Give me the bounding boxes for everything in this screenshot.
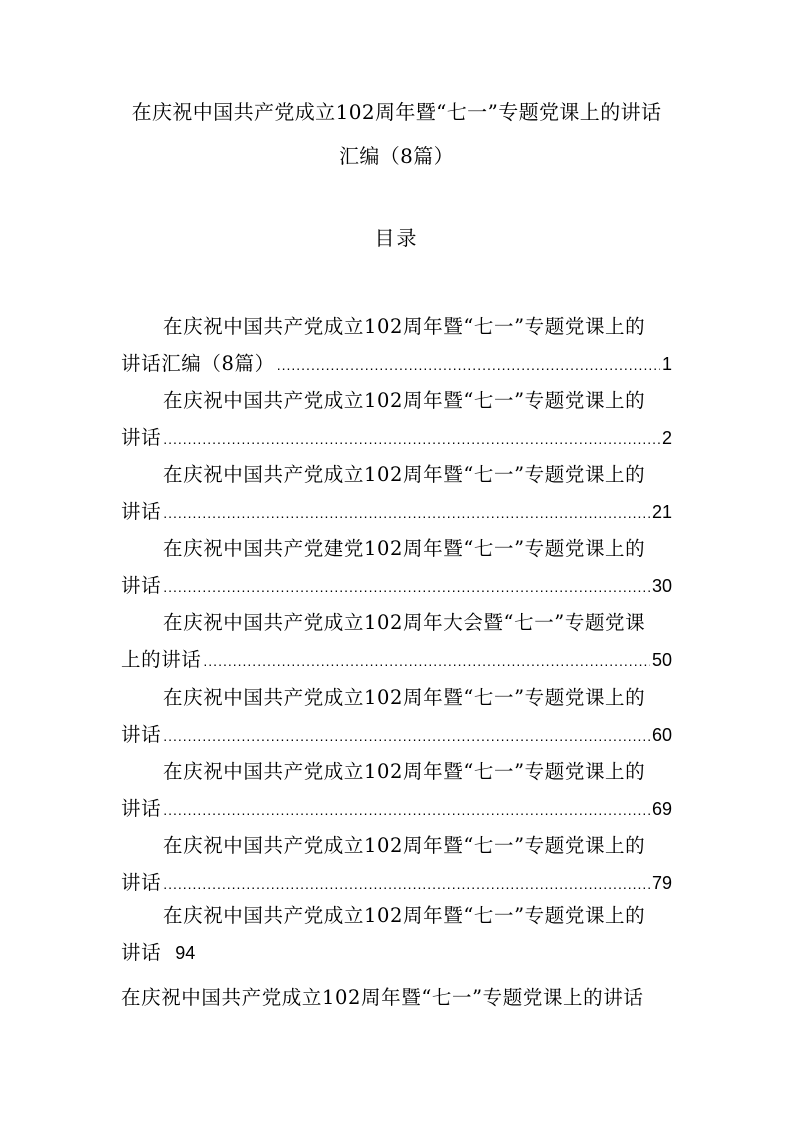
toc-entry-title: 在庆祝中国共产党成立102周年大会暨“七一”专题党课 [163, 611, 646, 634]
toc-entry[interactable] [121, 753, 672, 827]
toc-entry[interactable] [121, 530, 672, 604]
toc-entry[interactable] [121, 827, 672, 901]
toc-entry[interactable] [121, 679, 672, 753]
toc-entry[interactable] [121, 604, 672, 678]
toc-page-number: 1 [661, 354, 672, 374]
toc-entry[interactable] [121, 456, 672, 530]
toc-entry-title: 在庆祝中国共产党建党102周年暨“七一”专题党课上的 [163, 537, 646, 560]
document-title-line2: 汇编（8篇） [338, 144, 455, 168]
toc-entry-title-cont: 讲话 [121, 723, 162, 746]
document-title-line1: 在庆祝中国共产党成立102周年暨“七一”专题党课上的讲话 [131, 100, 662, 124]
toc-page-number: 50 [651, 650, 672, 670]
toc-entry[interactable] [121, 308, 672, 382]
toc-entry[interactable] [121, 897, 672, 971]
toc-page-number: 94 [175, 943, 196, 963]
dot-leader [163, 718, 650, 755]
section-heading: 在庆祝中国共产党成立102周年暨“七一”专题党课上的讲话 [121, 986, 644, 1009]
toc-heading: 目录 [374, 226, 419, 250]
toc-page-number: 30 [651, 576, 672, 596]
toc-entry-title: 在庆祝中国共产党成立102周年暨“七一”专题党课上的 [163, 463, 646, 486]
toc-entry-title: 在庆祝中国共产党成立102周年暨“七一”专题党课上的 [163, 686, 646, 709]
toc-entry-title: 在庆祝中国共产党成立102周年暨“七一”专题党课上的 [163, 834, 646, 857]
dot-leader [163, 792, 650, 829]
toc-entry-title-cont: 上的讲话 [121, 648, 202, 671]
toc-entry-title: 在庆祝中国共产党成立102周年暨“七一”专题党课上的 [163, 904, 646, 927]
toc-page-number: 21 [651, 502, 672, 522]
toc-entry-title-cont: 讲话 [121, 941, 162, 964]
toc-page-number: 60 [651, 725, 672, 745]
toc-entry-title: 在庆祝中国共产党成立102周年暨“七一”专题党课上的 [163, 389, 646, 412]
dot-leader [277, 347, 660, 384]
dot-leader [163, 421, 660, 458]
toc-entry-title-cont: 讲话 [121, 426, 162, 449]
toc-entry-title: 在庆祝中国共产党成立102周年暨“七一”专题党课上的 [163, 760, 646, 783]
dot-leader [203, 643, 650, 680]
dot-leader [163, 569, 650, 606]
toc-entry-title-cont: 讲话 [121, 797, 162, 820]
toc-page-number: 2 [661, 428, 672, 448]
toc-entry-title: 在庆祝中国共产党成立102周年暨“七一”专题党课上的 [163, 315, 646, 338]
toc-page-number: 79 [651, 873, 672, 893]
toc-entry-title-cont: 讲话 [121, 500, 162, 523]
toc-entry-title-cont: 讲话 [121, 574, 162, 597]
toc-entry-title-cont: 讲话 [121, 871, 162, 894]
toc-page-number: 69 [651, 799, 672, 819]
toc-entry-title-cont: 讲话汇编（8篇） [121, 352, 275, 375]
toc-entry[interactable] [121, 382, 672, 456]
dot-leader [163, 495, 650, 532]
